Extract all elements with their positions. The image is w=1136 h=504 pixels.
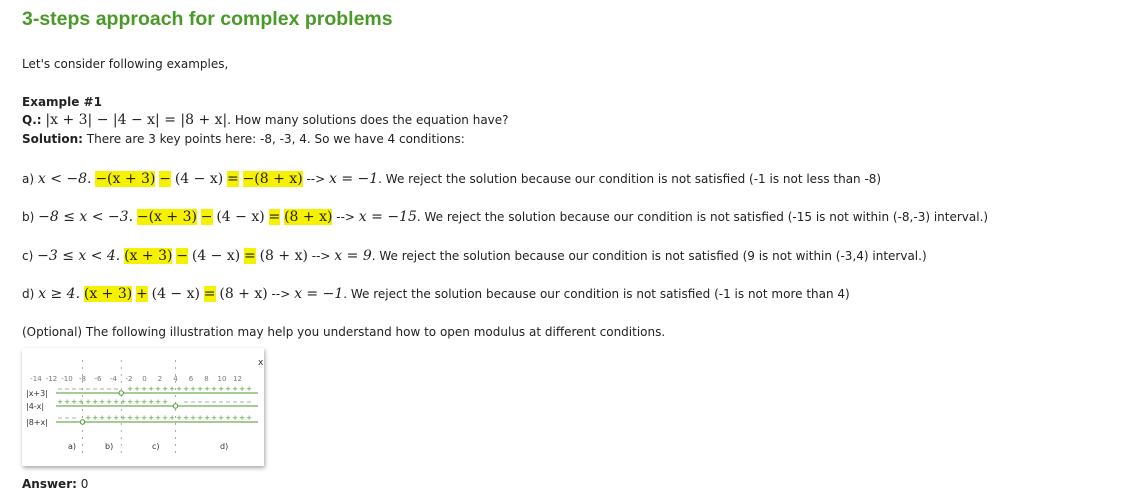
plus-sign: + — [106, 414, 112, 422]
region-label: b) — [105, 442, 114, 451]
optional-note: (Optional) The following illustration may help you understand how to open modulus at different conditions. — [22, 325, 666, 339]
answer — [22, 476, 88, 492]
tick-label: 6 — [188, 375, 194, 383]
question-equation: |x + 3| − |4 − x| = |8 + x| — [45, 112, 228, 128]
plus-sign: + — [211, 414, 217, 422]
plus-sign: + — [190, 414, 196, 422]
arrow: --> — [267, 287, 295, 301]
term-2: (4 − x) — [216, 209, 265, 225]
plus-sign: + — [78, 398, 84, 406]
term-2: (4 − x) — [191, 248, 241, 264]
plus-sign: + — [197, 414, 203, 422]
solution: Solution: There are 3 key points here: -8, -3, 4. So we have 4 conditions: — [22, 132, 465, 146]
plus-sign: + — [190, 385, 196, 393]
plus-sign: + — [183, 385, 189, 393]
plus-sign: + — [155, 385, 161, 393]
plus-sign: + — [85, 414, 91, 422]
condition-range: −8 ≤ x < −3. — [38, 209, 134, 225]
tick-label: -6 — [94, 375, 102, 383]
answer-label: Answer: — [22, 477, 77, 491]
arrow: --> — [307, 249, 335, 263]
condition-tag: d) — [22, 287, 35, 301]
plus-sign: + — [134, 398, 140, 406]
plus-sign: + — [134, 385, 140, 393]
condition-c — [22, 248, 927, 264]
term-1: −(x + 3) — [136, 209, 197, 225]
plus-sign: + — [218, 414, 224, 422]
plus-sign: + — [169, 385, 175, 393]
plus-sign: + — [218, 385, 224, 393]
tick-label: -4 — [110, 375, 117, 383]
condition-tag: c) — [22, 249, 34, 263]
plus-sign: + — [176, 414, 182, 422]
region-label: c) — [152, 442, 160, 451]
rejection-note: . We reject the solution because our condition is not satisfied (-1 is not less than -8) — [378, 172, 882, 186]
plus-sign: + — [85, 398, 91, 406]
plus-sign: + — [232, 414, 238, 422]
tick-label: 0 — [142, 375, 147, 383]
axis-label: x — [258, 358, 264, 368]
rejection-note: . We reject the solution because our condition is not satisfied (-15 is not within (-8,-3) interval.) — [416, 210, 989, 224]
plus-sign: + — [92, 398, 98, 406]
plus-sign: + — [204, 414, 210, 422]
plus-sign: + — [127, 385, 133, 393]
condition-b — [22, 209, 988, 225]
plus-sign: + — [141, 385, 147, 393]
term-3: (8 + x) — [219, 286, 268, 302]
plus-sign: + — [155, 414, 161, 422]
term-3: (8 + x) — [284, 209, 333, 225]
plus-sign: + — [239, 414, 245, 422]
plus-sign: + — [141, 414, 147, 422]
row-label: |4-x| — [26, 402, 45, 411]
plus-sign: + — [148, 414, 154, 422]
result: x = −1 — [329, 171, 379, 187]
rejection-note: . We reject the solution because our condition is not satisfied (9 is not within (-3,4) interval.) — [371, 249, 927, 263]
zero-point — [173, 404, 177, 408]
condition-range: x < −8. — [37, 171, 92, 187]
plus-sign: + — [106, 398, 112, 406]
plus-sign: + — [232, 385, 238, 393]
plus-sign: + — [211, 385, 217, 393]
operator: − — [176, 248, 189, 264]
plus-sign: + — [225, 414, 231, 422]
tick-label: -8 — [79, 375, 86, 383]
plus-sign: + — [113, 414, 119, 422]
plus-sign: + — [57, 398, 63, 406]
result: x = 9 — [334, 248, 372, 264]
region-label: d) — [220, 442, 229, 451]
plus-sign: + — [246, 414, 252, 422]
plus-sign: + — [239, 385, 245, 393]
plus-sign: + — [155, 398, 161, 406]
tick-label: -14 — [30, 375, 42, 383]
plus-sign: + — [134, 414, 140, 422]
solution-label: Solution: — [22, 132, 83, 146]
term-1: −(x + 3) — [95, 171, 156, 187]
tick-label: 4 — [173, 375, 178, 383]
tick-label: 2 — [157, 375, 163, 383]
tick-label: 8 — [204, 375, 209, 383]
equals-sign: = — [244, 248, 256, 264]
plus-sign: + — [148, 385, 154, 393]
term-3: −(8 + x) — [242, 171, 303, 187]
tick-label: 12 — [233, 375, 242, 383]
plus-sign: + — [127, 398, 133, 406]
plus-sign: + — [162, 385, 168, 393]
row-label: |x+3| — [26, 389, 48, 398]
plus-sign: + — [92, 414, 98, 422]
equals-sign: = — [227, 171, 239, 187]
plus-sign: + — [225, 385, 231, 393]
zero-point — [119, 391, 123, 395]
equals-sign: = — [203, 286, 216, 302]
plus-sign: + — [204, 385, 210, 393]
plus-sign: + — [120, 398, 126, 406]
plus-sign: + — [169, 414, 175, 422]
plus-sign: + — [64, 398, 70, 406]
operator: − — [159, 171, 171, 187]
rejection-note: . We reject the solution because our condition is not satisfied (-1 is not more than 4) — [343, 287, 850, 301]
intro-text: Let's consider following examples, — [22, 57, 229, 71]
plus-sign: + — [141, 398, 147, 406]
tick-label: -2 — [125, 375, 133, 383]
plus-sign: + — [197, 385, 203, 393]
term-3: (8 + x) — [259, 248, 308, 264]
plus-sign: + — [71, 398, 77, 406]
example-heading: Example #1 — [22, 95, 102, 109]
plus-sign: + — [162, 398, 168, 406]
plus-sign: + — [120, 414, 126, 422]
modulus-illustration — [22, 348, 264, 466]
tick-label: 10 — [217, 375, 227, 383]
condition-range: x ≥ 4. — [38, 286, 81, 302]
term-1: (x + 3) — [83, 286, 133, 302]
zero-point — [80, 420, 84, 424]
operator: − — [200, 209, 213, 225]
plus-sign: + — [162, 414, 168, 422]
tick-label: -10 — [61, 375, 73, 383]
plus-sign: + — [99, 414, 105, 422]
plus-sign: + — [176, 385, 182, 393]
term-1: (x + 3) — [124, 248, 173, 264]
row-label: |8+x| — [26, 418, 48, 427]
region-label: a) — [68, 442, 77, 451]
term-2: (4 − x) — [151, 286, 200, 302]
tick-label: -12 — [45, 375, 58, 383]
question: Q.: |x + 3| − |4 − x| = |8 + x|. How many solutions does the equation have? — [22, 112, 509, 128]
plus-sign: + — [246, 385, 252, 393]
plus-sign: + — [183, 414, 189, 422]
condition-range: −3 ≤ x < 4. — [37, 248, 121, 264]
question-label: Q.: — [22, 113, 42, 127]
term-2: (4 − x) — [174, 171, 224, 187]
equals-sign: = — [268, 209, 281, 225]
arrow: --> — [302, 172, 329, 186]
operator: + — [136, 286, 148, 302]
plus-sign: + — [99, 398, 105, 406]
plus-sign: + — [148, 398, 154, 406]
condition-a — [22, 171, 881, 187]
answer-value: 0 — [76, 477, 89, 491]
condition-tag: b) — [22, 210, 35, 224]
result: x = −15 — [358, 209, 417, 225]
plus-sign: + — [113, 398, 119, 406]
condition-tag: a) — [22, 172, 35, 186]
plus-sign: + — [127, 414, 133, 422]
number-line-diagram — [22, 348, 264, 466]
arrow: --> — [332, 210, 359, 224]
result: x = −1 — [294, 286, 344, 302]
condition-d — [22, 286, 850, 302]
page-title: 3-steps approach for complex problems — [22, 8, 393, 30]
